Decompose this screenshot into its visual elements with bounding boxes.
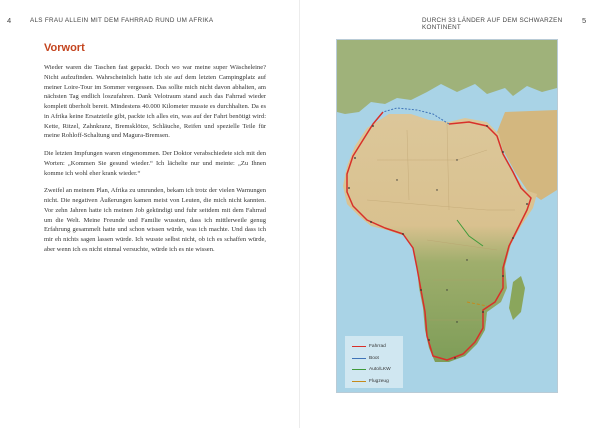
- legend-label: Boot: [369, 355, 379, 361]
- legend-item: [352, 341, 391, 353]
- legend-swatch-flugzeug: [352, 381, 366, 382]
- legend-swatch-auto: [352, 369, 366, 370]
- page-number-left: 4: [7, 16, 12, 25]
- running-header-right: DURCH 33 LÄNDER AUF DEM SCHWARZEN KONTINENT: [422, 17, 563, 31]
- paragraph: Wieder waren die Taschen fast gepackt. Doch wo war meine super Wäscheleine? Nicht aufzufinden. Wahrscheinlich hatte ich sie auf dem letzten Campingplatz auf meiner Loire-Tour im Sommer vergessen. Das sollte mich nicht davon abhalten, am nächsten Tag endlich loszufahren. Dank Velotraum stand auch das Fahrrad wieder komplett überholt bereit. Mindestens 40.000 Kilometer musste es durchhalten. Da es in Afrika keine Ersatzteile gibt, packte ich alles ein, was auf der Fahrt benötigt wird: Kette, Ritzel, Zahnkranz, Bremsklötze, Schläuche, Reifen und spezielle Teile für meine Rohloff-Schaltung und Magura-Bremsen.: [44, 64, 266, 140]
- page-number-right: 5: [582, 16, 587, 25]
- map-graphic: [337, 40, 557, 392]
- legend-item: [352, 364, 391, 376]
- africa-route-map: [336, 39, 558, 393]
- legend-swatch-boot: [352, 358, 366, 359]
- legend-swatch-fahrrad: [352, 346, 366, 347]
- paragraph: Die letzten Impfungen waren eingenommen. Der Doktor verabschiedete sich mit den Worten: „Kommen Sie gesund wieder.“ Ich lächelte nur und meinte: „Zu Ihnen komme ich wohl eher krank wieder.“: [44, 150, 266, 177]
- legend-label: Flugzeug: [369, 378, 389, 384]
- body-text: [44, 63, 266, 263]
- chapter-title: Vorwort: [44, 42, 85, 54]
- paragraph: Zweifel an meinem Plan, Afrika zu umrunden, bekam ich trotz der vielen Warnungen nicht. Die negativen Äußerungen kamen meist von Leuten, die mich nicht kannten. Vor zehn Jahren hatte ich meinen Job gekündigt und fuhr seitdem mit dem Fahrrad um die Welt. Meine Freunde und Familie wussten, dass ich mittlerweile genug Erfahrung gesammelt hatte und schon wissen würde, was ich machte. Und dass ich mir eh nichts sagen lassen würde. Ich wusste selbst nicht, ob ich es schaffen würde, aber wenn ich es nicht einmal versuchte, würde ich es nie wissen.: [44, 187, 266, 253]
- legend-item: [352, 376, 391, 388]
- legend-label: Fahrrad: [369, 344, 386, 350]
- running-header-left: ALS FRAU ALLEIN MIT DEM FAHRRAD RUND UM AFRIKA: [30, 17, 214, 24]
- map-legend: [352, 341, 391, 387]
- legend-item: [352, 353, 391, 365]
- legend-label: Auto/LKW: [369, 367, 391, 373]
